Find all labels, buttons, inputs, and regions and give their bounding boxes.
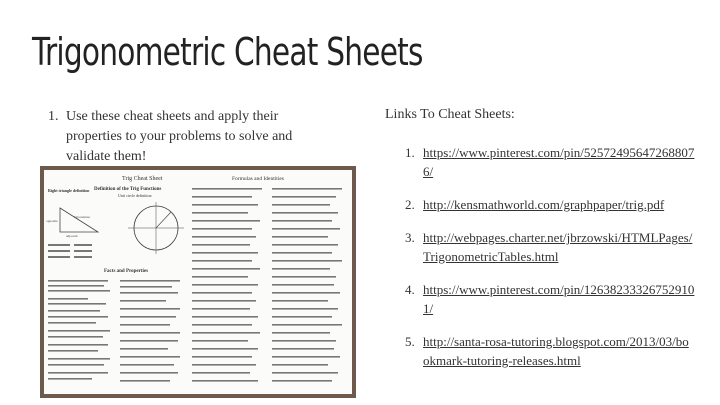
cheat-sheet-link[interactable]: http://webpages.charter.net/jbrzowski/HTMLPages/TrigonometricTables.html bbox=[423, 230, 693, 264]
link-number: 1. bbox=[405, 145, 415, 160]
link-number: 2. bbox=[405, 197, 415, 212]
link-item bbox=[405, 228, 695, 266]
svg-text:opposite: opposite bbox=[46, 219, 58, 223]
sheet-section-left: Right triangle definition bbox=[48, 188, 90, 193]
link-number: 5. bbox=[405, 334, 415, 349]
cheat-sheet-link[interactable]: https://www.pinterest.com/pin/525724956472688076/ bbox=[423, 145, 695, 179]
links-list bbox=[405, 143, 695, 384]
links-heading: Links To Cheat Sheets: bbox=[385, 107, 515, 122]
instruction-item bbox=[48, 107, 318, 167]
instruction-text: Use these cheat sheets and apply their properties to your problems to solve and validate them! bbox=[66, 109, 293, 164]
sheet-section-mid: Unit circle definition bbox=[118, 193, 152, 198]
sheet-section-lower: Facts and Properties bbox=[104, 269, 149, 274]
instruction-number: 1. bbox=[48, 109, 59, 124]
sheet-heading-right: Formulas and Identities bbox=[232, 176, 284, 182]
link-item bbox=[405, 332, 695, 370]
svg-text:hypotenuse: hypotenuse bbox=[74, 215, 90, 219]
triangle-diagram bbox=[60, 208, 98, 232]
link-number: 4. bbox=[405, 282, 415, 297]
link-item bbox=[405, 195, 695, 214]
sheet-heading-left: Trig Cheat Sheet bbox=[122, 176, 163, 182]
slide-title: Trigonometric Cheat Sheets bbox=[32, 30, 423, 74]
cheat-sheet-image bbox=[44, 170, 352, 394]
link-number: 3. bbox=[405, 230, 415, 245]
sheet-sub-left: Definition of the Trig Functions bbox=[94, 187, 162, 192]
cheat-sheet-link[interactable]: http://santa-rosa-tutoring.blogspot.com/2013/03/bookmark-tutoring-releases.html bbox=[423, 334, 689, 368]
svg-text:adjacent: adjacent bbox=[66, 234, 78, 238]
cheat-sheet-link[interactable]: http://kensmathworld.com/graphpaper/trig.pdf bbox=[423, 197, 665, 212]
link-item bbox=[405, 280, 695, 318]
link-item bbox=[405, 143, 695, 181]
cheat-sheet-thumbnail bbox=[40, 166, 356, 398]
cheat-sheet-link[interactable]: https://www.pinterest.com/pin/126382333267529101/ bbox=[423, 282, 695, 316]
instruction-list bbox=[48, 107, 318, 167]
